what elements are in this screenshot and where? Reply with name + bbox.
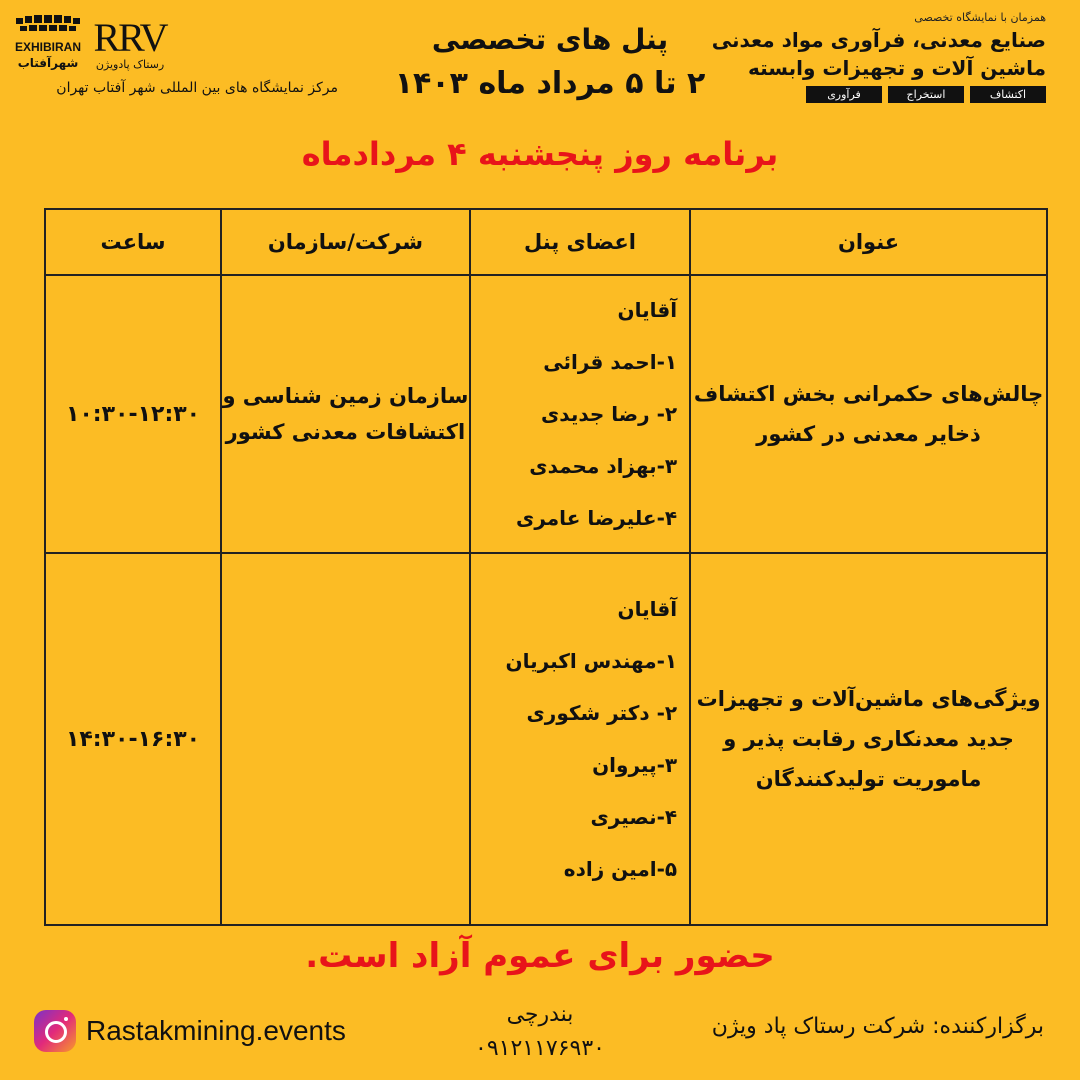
table-row xyxy=(45,553,1047,925)
concurrent-note: همزمان با نمایشگاه تخصصی xyxy=(914,11,1046,24)
member: ۳-بهزاد محمدی xyxy=(529,454,678,478)
header-title: عنوان xyxy=(690,209,1047,275)
members-heading: آقایان xyxy=(617,298,678,322)
table-row xyxy=(45,275,1047,553)
rastak-wordmark: رستاک پادویژن xyxy=(95,58,165,71)
rrv-wordmark: RRV xyxy=(93,15,167,60)
contact-name: بندرچی xyxy=(506,1002,574,1027)
table-header-row xyxy=(45,209,1047,275)
session-title: ویژگی‌های ماشین‌آلات و تجهیزات جدید معدنکاری رقابت پذیر و ماموریت تولیدکنندگان xyxy=(690,553,1047,925)
instagram-icon xyxy=(34,1010,76,1052)
session-time: ۱۴:۳۰-۱۶:۳۰ xyxy=(45,553,221,925)
session-time: ۱۰:۳۰-۱۲:۳۰ xyxy=(45,275,221,553)
header-time: ساعت xyxy=(45,209,221,275)
expo-info xyxy=(711,10,1046,103)
member: ۳-پیروان xyxy=(592,753,678,777)
member: ۴-علیرضا عامری xyxy=(516,506,678,530)
panel-members xyxy=(470,553,690,925)
public-note: حضور برای عموم آزاد است. xyxy=(305,936,775,976)
tag-exploration: اکتشاف xyxy=(970,86,1046,103)
session-title: چالش‌های حکمرانی بخش اکتشاف ذخایر معدنی در کشور xyxy=(690,275,1047,553)
header-members: اعضای پنل xyxy=(470,209,690,275)
instagram-handle[interactable] xyxy=(34,1010,346,1052)
panel-header xyxy=(360,18,740,106)
member: ۱-مهندس اکبریان xyxy=(505,649,678,673)
members-heading: آقایان xyxy=(617,597,678,621)
organizer: برگزارکننده: شرکت رستاک پاد ویژن xyxy=(711,1014,1044,1039)
member: ۲- دکتر شکوری xyxy=(526,701,678,725)
header-org: شرکت/سازمان xyxy=(221,209,470,275)
rrv-logo xyxy=(90,14,170,76)
member: ۵-امین زاده xyxy=(563,857,678,881)
contact xyxy=(460,998,620,1066)
expo-line-1: صنایع معدنی، فرآوری مواد معدنی xyxy=(711,28,1046,52)
member: ۴-نصیری xyxy=(590,805,678,829)
shahr-aftab-wordmark: شهرآفتاب xyxy=(17,56,79,70)
panel-title: پنل های تخصصی xyxy=(431,23,669,56)
member: ۲- رضا جدیدی xyxy=(540,402,678,426)
session-org: سازمان زمین شناسی و اکتشافات معدنی کشور xyxy=(221,275,470,553)
expo-tags xyxy=(746,86,1046,103)
tag-processing: فرآوری xyxy=(806,86,882,103)
tag-extraction: استخراج xyxy=(888,86,964,103)
session-org xyxy=(221,553,470,925)
instagram-text: Rastakmining.events xyxy=(86,1015,346,1046)
exhibiran-logo xyxy=(8,14,88,76)
venue: مرکز نمایشگاه های بین المللی شهر آفتاب تهران xyxy=(56,80,338,96)
expo-line-2: ماشین آلات و تجهیزات وابسته xyxy=(748,56,1046,80)
day-title: برنامه روز پنجشنبه ۴ مردادماه xyxy=(301,135,779,173)
member: ۱-احمد قرائی xyxy=(543,350,678,374)
panel-members xyxy=(470,275,690,553)
contact-phone: ۰۹۱۲۱۱۷۶۹۳۰ xyxy=(475,1036,605,1061)
exhibiran-wordmark: EXHIBIRAN xyxy=(14,40,81,54)
schedule-table xyxy=(44,208,1048,926)
date-range: ۲ تا ۵ مرداد ماه ۱۴۰۳ xyxy=(394,66,706,101)
